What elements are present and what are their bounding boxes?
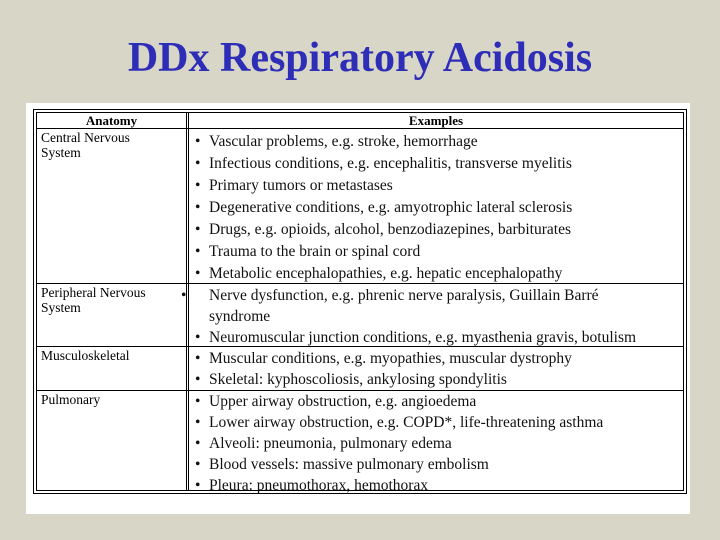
example-item: • Alveoli: pneumonia, pulmonary edema — [195, 435, 452, 452]
example-item: • Trauma to the brain or spinal cord — [195, 243, 421, 260]
example-item: • Degenerative conditions, e.g. amyotrophic lateral sclerosis — [195, 199, 573, 216]
row-examples — [189, 129, 683, 284]
row-examples — [189, 391, 683, 494]
example-item: • Primary tumors or metastases — [195, 177, 393, 194]
header-anatomy: Anatomy — [85, 113, 138, 128]
example-item: • Nerve dysfunction, e.g. phrenic nerve paralysis, Guillain Barré syndrome — [181, 287, 599, 325]
table-image — [26, 103, 690, 514]
example-item: • Metabolic encephalopathies, e.g. hepatic encephalopathy — [195, 265, 563, 282]
table-row — [37, 390, 683, 494]
header-examples: Examples — [408, 113, 464, 128]
example-item: • Drugs, e.g. opioids, alcohol, benzodiazepines, barbiturates — [195, 221, 571, 238]
slide-title: DDx Respiratory Acidosis — [127, 35, 593, 81]
example-item: • Blood vessels: massive pulmonary embolism — [195, 456, 489, 473]
row-examples — [189, 347, 683, 391]
table-frame — [33, 109, 687, 494]
table-row — [37, 283, 683, 347]
example-item: • Skeletal: kyphoscoliosis, ankylosing spondylitis — [195, 371, 507, 388]
table-row — [37, 346, 683, 391]
example-item: • Upper airway obstruction, e.g. angioedema — [195, 393, 477, 410]
row-anatomy: Pulmonary — [37, 391, 189, 491]
table-row — [37, 128, 683, 284]
row-anatomy: Peripheral Nervous System — [37, 284, 189, 347]
table-header — [37, 113, 683, 129]
example-item: • Vascular problems, e.g. stroke, hemorrhage — [195, 133, 478, 150]
row-anatomy: Musculoskeletal — [37, 347, 189, 391]
example-item: • Lower airway obstruction, e.g. COPD*, life-threatening asthma — [195, 414, 604, 431]
row-anatomy: Central Nervous System — [37, 129, 189, 284]
ddx-table — [36, 112, 684, 494]
row-examples — [181, 284, 683, 347]
example-item: • Infectious conditions, e.g. encephalitis, transverse myelitis — [195, 155, 572, 172]
example-item: • Muscular conditions, e.g. myopathies, muscular dystrophy — [195, 350, 572, 367]
example-item: • Pleura: pneumothorax, hemothorax — [195, 477, 429, 494]
example-item: • Neuromuscular junction conditions, e.g. myasthenia gravis, botulism — [195, 329, 637, 346]
